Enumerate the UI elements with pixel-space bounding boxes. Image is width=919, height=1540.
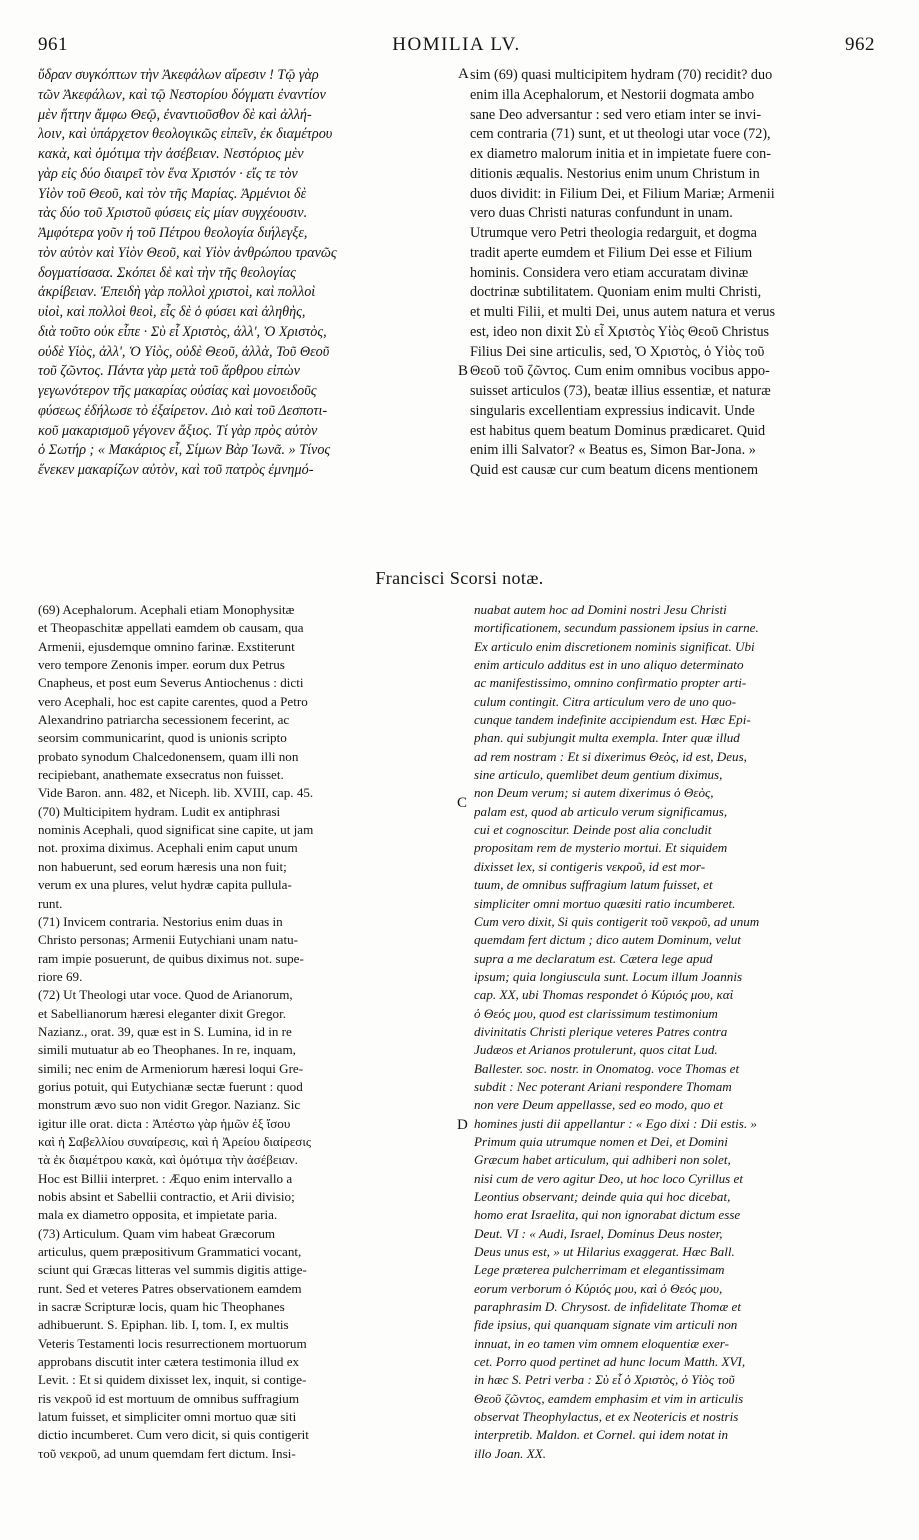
text-line: hominis. Considera vero etiam accuratam divinæ — [470, 264, 749, 281]
text-line: innuat, in eo tamen vim omnem eloquentiæ exer- — [474, 1335, 730, 1351]
text-line: Armenii, ejusdemque omnino farinæ. Exstiterunt — [38, 638, 295, 654]
text-line: cui et cognoscitur. Deinde post alia concludit — [474, 822, 712, 838]
text-line: nisi cum de vero agitur Deo, ut hoc loco Cyrillus et — [474, 1170, 743, 1186]
text-line: dixisset lex, si contigeris νεκροῦ, id est mor- — [474, 858, 706, 874]
text-line: ipsum; quia longiuscula sunt. Locum illum Joannis — [474, 968, 743, 984]
text-line: cunque tandem indefinite accipiendum est. Hæc Epi- — [474, 712, 751, 728]
text-line: nobis absint et Sabellii contractio, et Arii divisio; — [38, 1189, 295, 1204]
text-line: homo erat Israelita, qui non ignorabat dictum esse — [474, 1207, 741, 1223]
text-line: (72) Ut Theologi utar voce. Quod de Arianorum, — [38, 987, 293, 1003]
text-line: Θεοῦ ζῶντος, eamdem emphasim et vim in articulis — [474, 1390, 744, 1406]
text-line: palam est, quod ab articulo verum significamus, — [474, 803, 728, 819]
running-title: HOMILIA LV. — [392, 34, 521, 55]
text-line: igitur ille orat. dicta : Ἀπέστω γὰρ ἡμῶν ἐξ ἴσου — [38, 1115, 291, 1131]
text-line: recipiebant, anathemate exsecratus non fuisset. — [38, 767, 284, 783]
notes-right-column — [474, 601, 882, 1463]
text-line: δογματίσασα. Σκόπει δὲ καὶ τὴν τῆς θεολογίας — [38, 264, 296, 281]
text-line: cet. Porro quod pertinet ad hunc locum Matth. XVI, — [474, 1354, 746, 1370]
text-line: paraphrasim D. Chrysost. de infidelitate Thomæ et — [474, 1299, 741, 1315]
text-line: et Sabellianorum hæresi eleganter dixit Gregor. — [38, 1005, 286, 1021]
text-line: τοῦ νεκροῦ, ad unum quemdam fert dictum. Insi- — [38, 1445, 296, 1461]
text-line: in hæc S. Petri verba : Σὺ εἶ ὁ Χριστὸς, ὁ Υἱὸς τοῦ — [474, 1372, 735, 1388]
text-line: nominis Acephali, quod significat sine capite, ut jam — [38, 822, 314, 838]
greek-text-column — [38, 66, 456, 481]
text-line: in sacræ Scripturæ locis, quam hic Theophanes — [38, 1299, 285, 1315]
text-line: ἀκρίβειαν. Ἐπειδὴ γὰρ πολλοὶ χριστοὶ, καὶ πολλοὶ — [38, 284, 316, 301]
text-line: monstrum ævo suo non vidit Gregor. Nazianz. Sic — [38, 1097, 301, 1113]
text-line: κακὰ, καὶ ὁμότιμα τὴν ἀσέβειαν. Νεστόριος μὲν — [38, 146, 304, 162]
text-line: λοιν, καὶ ὑπάρχετον θεολογικῶς εἰπεῖν, ἐκ διαμέτρου — [38, 126, 333, 143]
text-line: divinitatis Christi plerique veteres Patres contra — [474, 1023, 728, 1039]
text-line: (69) Acephalorum. Acephali etiam Monophysitæ — [38, 602, 295, 617]
text-line: Utrumque vero Petri theologia redarguit, et dogma — [470, 225, 757, 241]
text-line: enim illi Salvator? « Beatus es, Simon Bar-Jona. » — [470, 442, 756, 459]
text-line: probato synodum Chalcedonensem, quam illi non — [38, 748, 299, 764]
text-line: approbans discutit inter cætera testimonia illud ex — [38, 1354, 300, 1370]
latin-text-column — [470, 66, 880, 481]
text-line: propositam rem de mysterio mortui. Et siquidem — [474, 840, 728, 856]
text-line: Leontius observant; deinde quia qui hoc dicebat, — [474, 1189, 731, 1204]
text-line: ὁ Σωτήρ ; « Μακάριος εἶ, Σίμων Βὰρ Ἰωνᾶ. » Τίνος — [38, 442, 331, 459]
text-line: tradit aperte eumdem et Filium Dei esse et Filium — [470, 244, 753, 261]
text-line: suisset articulos (73), beatæ illius essentiæ, et naturæ — [470, 383, 771, 399]
text-line: runt. Sed et veteres Patres observationem eamdem — [38, 1280, 302, 1296]
text-line: vero Acephali, hoc est capite carentes, quod a Petro — [38, 693, 308, 709]
text-line: mala ex diametro opposita, et impietate paria. — [38, 1207, 278, 1223]
text-line: Christo personas; Armenii Eutychiani unam natu- — [38, 932, 299, 948]
text-line: simpliciter omni mortuo quæsiti ratio incumberet. — [474, 895, 736, 911]
text-line: verum ex una plures, velut hydræ capita pullula- — [38, 877, 292, 893]
text-line: nuabat autem hoc ad Domini nostri Jesu Christi — [474, 602, 727, 617]
text-line: runt. — [38, 895, 63, 911]
text-line: ὕδραν συγκόπτων τὴν Ἀκεφάλων αἵρεσιν ! Τῷ γὰρ — [38, 67, 319, 83]
text-line: υἱοὶ, καὶ πολλοὶ θεοὶ, εἷς δὲ ὁ φύσει καὶ ἀληθὴς, — [38, 304, 306, 320]
text-line: Υἱὸν τοῦ Θεοῦ, καὶ τὸν τῆς Μαρίας. Ἀρμένιοι δὲ — [38, 185, 307, 202]
text-line: articulus, quem præpositivum Grammatici vocant, — [38, 1244, 302, 1260]
text-line: mortificationem, secundum passionem ipsius in carne. — [474, 620, 759, 636]
text-line: Cnapheus, et post eum Severus Antiochenus : dicti — [38, 675, 304, 691]
text-line: διὰ τοῦτο οὐκ εἶπε · Σὺ εἶ Χριστὸς, ἀλλ', Ὁ Χριστὸς, — [38, 323, 327, 340]
text-line: doctrinæ subtilitatem. Quoniam enim multi Christi, — [470, 284, 762, 301]
text-line: sane Deo adversantur : sed vero etiam inter se invi- — [470, 106, 762, 123]
text-line: dictio incumberet. Cum vero dicit, si quis contigerit — [38, 1427, 309, 1443]
text-line: καὶ ἡ Σαβελλίου συναίρεσις, καὶ ἡ Ἀρείου διαίρεσις — [38, 1133, 312, 1149]
text-line: κοῦ μακαρισμοῦ γέγονεν ἄξιος. Τί γὰρ πρὸς αὐτὸν — [38, 422, 318, 439]
text-line: riore 69. — [38, 968, 83, 984]
text-line: et multi Filii, et multi Dei, unus autem natura et verus — [470, 304, 775, 320]
text-line: vero duas Christi naturas confundunt in unam. — [470, 205, 733, 222]
text-line: Filius Dei sine articulis, sed, Ὁ Χριστὸς, ὁ Υἱὸς τοῦ — [470, 343, 765, 360]
text-line: ram impie posuerunt, de quibus diximus not. supe- — [38, 950, 304, 966]
text-line: supra a me declaratum est. Cætera lege apud — [474, 950, 713, 966]
text-line: enim illa Acephalorum, et Nestorii dogmata ambo — [470, 86, 755, 103]
text-line: phan. qui subjungit multa exempla. Inter quæ illud — [474, 730, 740, 746]
text-line: τὸν αὐτὸν καὶ Υἱὸν Θεοῦ, καὶ Υἱὸν ἀνθρώπου τρανῶς — [38, 244, 337, 261]
text-line: ὁ Θεός μου, quod est clarissimum testimonium — [474, 1005, 718, 1021]
right-page-number: 962 — [845, 34, 875, 55]
text-line: latum fuisset, et simpliciter omni mortuo quæ siti — [38, 1409, 297, 1425]
text-line: Primum quia utrumque nomen et Dei, et Domini — [474, 1133, 728, 1149]
text-line: Levit. : Et si quidem dixisset lex, inquit, si contige- — [38, 1372, 307, 1388]
text-line: τῶν Ἀκεφάλων, καὶ τῷ Νεστορίου δόγματι ἐναντίον — [38, 86, 326, 103]
text-line: Ἀμφότερα γοῦν ἡ τοῦ Πέτρου θεολογία διήλεγξε, — [38, 225, 308, 241]
text-line: οὐδὲ Υἱὸς, ἀλλ', Ὁ Υἱὸς, οὐδὲ Θεοῦ, ἀλλὰ, Τοῦ Θεοῦ — [38, 343, 330, 360]
text-line: quemdam fert dictum ; dico autem Dominum, velut — [474, 932, 741, 948]
text-line: simili; nec enim de Armeniorum hæresi loqui Gre- — [38, 1060, 304, 1076]
text-line: Alexandrino patriarcha secessionem fecerint, ac — [38, 712, 290, 728]
text-line: Græcum habet articulum, qui adhiberi non solet, — [474, 1152, 731, 1168]
text-line: ditionis æqualis. Nestorius enim unum Christum in — [470, 165, 760, 182]
text-line: ex diametro malorum initia et in impietate fuere con- — [470, 146, 771, 162]
text-line: tuum, de omnibus suffragium latum fuisset, et — [474, 877, 713, 893]
text-line: Judæos et Arianos protulerunt, quos citat Lud. — [474, 1042, 718, 1058]
text-line: Θεοῦ τοῦ ζῶντος. Cum enim omnibus vocibus appo- — [470, 363, 770, 380]
text-line: Ballester. soc. nostr. in Onomatog. voce Thomas et — [474, 1060, 740, 1076]
text-line: et Theopaschitæ appellati eamdem ob causam, qua — [38, 620, 304, 636]
margin-letter-b: B — [458, 363, 469, 379]
text-line: τοῦ ζῶντος. Πάντα γὰρ μετὰ τοῦ ἄρθρου εἰπὼν — [38, 363, 300, 380]
text-line: (70) Multicipitem hydram. Ludit ex antiphrasi — [38, 803, 281, 819]
text-line: interpretib. Maldon. et Cornel. qui idem notat in — [474, 1427, 729, 1443]
text-line: ad rem nostram : Et si dixerimus Θεὸς, id est, Deus, — [474, 748, 747, 764]
text-line: Hoc est Billii interpret. : Æquo enim intervallo a — [38, 1170, 293, 1186]
margin-letter-a: A — [458, 66, 469, 82]
text-line: Veteris Testamenti locis resurrectionem mortuorum — [38, 1335, 307, 1351]
text-line: gorius potuit, qui Eutychianæ sectæ fuerunt : quod — [38, 1078, 303, 1094]
text-line: φύσεως ἐδήλωσε τὸ ἐξαίρετον. Διὸ καὶ τοῦ Δεσποτι- — [38, 402, 328, 419]
text-line: (71) Invicem contraria. Nestorius enim duas in — [38, 913, 283, 929]
text-line: homines justi dii appellantur : « Ego dixi : Dii estis. » — [474, 1115, 757, 1131]
text-line: Vide Baron. ann. 482, et Niceph. lib. XVIII, cap. 45. — [38, 785, 314, 801]
text-line: Lege præterea pulcherrimam et elegantissimam — [474, 1262, 725, 1278]
text-line: ris νεκροῦ id est mortuum de omnibus suffragium — [38, 1390, 300, 1406]
text-line: cap. XX, ubi Thomas respondet ὁ Κύριός μου, καὶ — [474, 987, 734, 1003]
text-line: subdit : Nec poterant Ariani respondere Thomam — [474, 1078, 732, 1094]
text-line: Deus unus est, » ut Hilarius exaggerat. Hæc Ball. — [474, 1244, 735, 1260]
text-line: sine articulo, quemlibet deum gentium diximus, — [474, 767, 723, 783]
text-line: non vere Deum appellasse, sed eo modo, quo et — [474, 1097, 723, 1113]
text-line: τὰς δύο τοῦ Χριστοῦ φύσεις εἰς μίαν συγχέουσιν. — [38, 205, 308, 222]
text-line: vero tempore Zenonis imper. eorum dux Petrus — [38, 657, 285, 673]
text-line: culum contingit. Citra articulum vero de uno quo- — [474, 693, 737, 709]
text-line: illo Joan. XX. — [474, 1445, 547, 1461]
text-line: ἕνεκεν μακαρίζων αὐτὸν, καὶ τοῦ πατρὸς ἐμνημό- — [38, 462, 314, 478]
margin-letter-c: C — [457, 795, 468, 811]
text-line: (73) Articulum. Quam vim habeat Græcorum — [38, 1225, 276, 1241]
text-line: μὲν ἥττην ἄμφω Θεῷ, ἐναντιοῦσθον δὲ καὶ ἀλλή- — [38, 106, 312, 123]
text-line: ac manifestissimo, omnino confirmatio propter arti- — [474, 675, 747, 691]
text-line: Quid est causæ cur cum beatum dicens mentionem — [470, 462, 759, 478]
text-line: γεγωνότερον τῆς μακαρίας οὐσίας καὶ μονοειδοῦς — [38, 383, 317, 399]
text-line: seorsim communicarint, quod is unionis scripto — [38, 730, 287, 746]
text-line: adhibuerunt. S. Epiphan. lib. I, tom. I, ex multis — [38, 1317, 289, 1333]
text-line: observat Theophylactus, et ex Neotericis et nostris — [474, 1409, 739, 1425]
text-line: sciunt qui Græcas litteras vel summis digitis attige- — [38, 1262, 307, 1278]
text-line: est habitus quem beatum Dominus prædicaret. Quid — [470, 422, 766, 439]
text-line: fide ipsius, qui quanquam signate vim articuli non — [474, 1317, 738, 1333]
left-page-number: 961 — [38, 34, 68, 55]
text-line: non Deum verum; si autem dixerimus ὁ Θεὸς, — [474, 785, 714, 801]
text-line: enim articulo additus est in uno aliquo determinato — [474, 657, 744, 673]
text-line: γὰρ εἰς δύο διαιρεῖ τὸν ἕνα Χριστόν · εἴς τε τὸν — [38, 165, 298, 182]
notes-title: Francisci Scorsi notæ. — [375, 568, 544, 588]
text-line: sim (69) quasi multicipitem hydram (70) recidit? duo — [470, 67, 773, 83]
text-line: singularis excellentiam expressius indicavit. Unde — [470, 402, 755, 419]
text-line: cem contraria (71) sunt, et ut theologi utar voce (72), — [470, 126, 771, 143]
notes-left-column — [38, 601, 454, 1463]
text-line: Deut. VI : « Audi, Israel, Dominus Deus noster, — [474, 1225, 723, 1241]
text-line: Ex articulo enim discretionem nominis significat. Ubi — [474, 638, 755, 654]
text-line: Cum vero dixit, Si quis contigerit τοῦ νεκροῦ, ad unum — [474, 913, 760, 929]
text-line: Nazianz., orat. 39, quæ est in S. Lumina, id in re — [38, 1023, 292, 1039]
text-line: non habuerunt, sed eorum hæresis una non fuit; — [38, 858, 287, 874]
margin-letter-d: D — [457, 1117, 468, 1133]
text-line: not. proxima diximus. Acephali enim caput unum — [38, 840, 298, 856]
text-line: τὰ ἐκ διαμέτρου κακὰ, καὶ ὁμότιμα τὴν ἀσέβειαν. — [38, 1152, 298, 1168]
text-line: simili mutuatur ab eo Theophanes. In re, inquam, — [38, 1042, 296, 1058]
running-header — [38, 34, 875, 60]
text-line: est, ideo non dixit Σὺ εἶ Χριστὸς Υἱὸς Θεοῦ Christus — [470, 323, 770, 340]
text-line: duos dividit: in Filium Dei, et Filium Mariæ; Armenii — [470, 185, 775, 202]
text-line: eorum verborum ὁ Κύριός μου, καὶ ὁ Θεός μου, — [474, 1280, 723, 1296]
